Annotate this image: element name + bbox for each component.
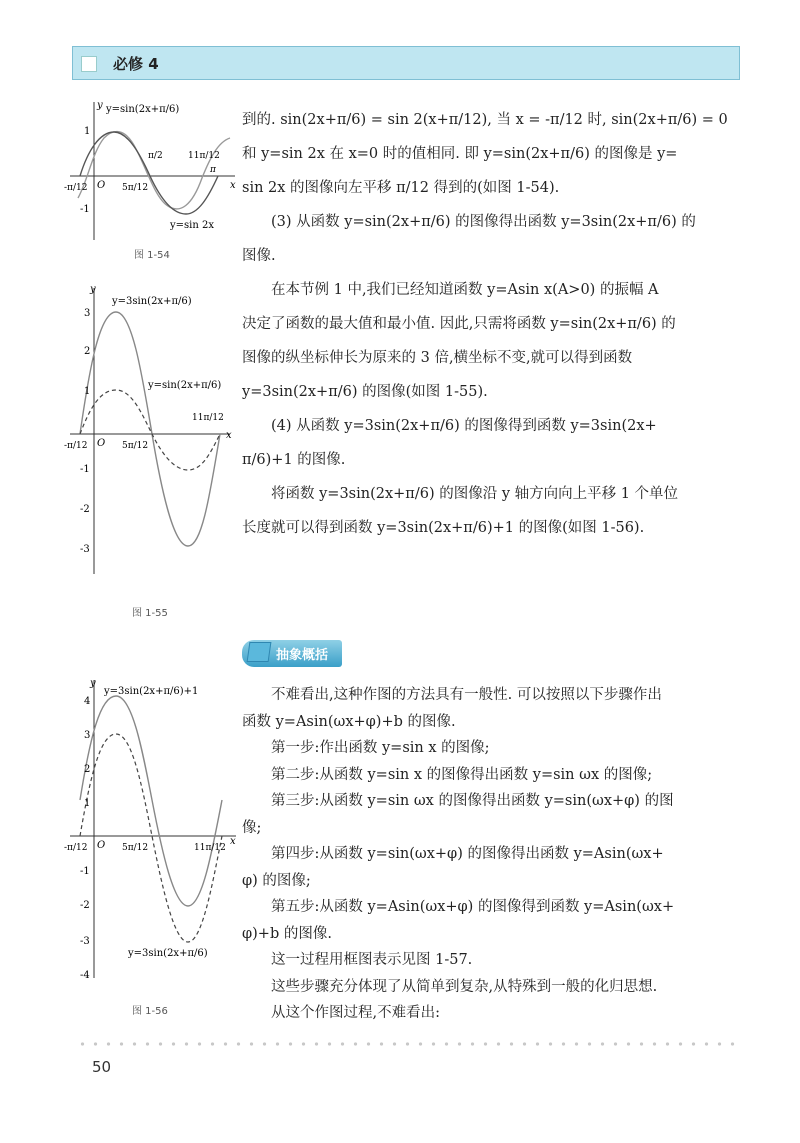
figure-1-56-caption: 图 1-56 xyxy=(132,1006,168,1017)
figure-1-54-caption: 图 1-54 xyxy=(134,250,170,261)
summary-badge-label: 抽象概括 xyxy=(276,648,329,663)
tick-11pi-12: 11π/12 xyxy=(192,413,224,423)
header-square-icon xyxy=(81,56,97,72)
tick-x: x xyxy=(230,836,236,847)
paragraph-line: (3) 从函数 y=sin(2x+π/6) 的图像得出函数 y=3sin(2x+π/6) 的 xyxy=(271,214,696,230)
tick-neg-pi-12: -π/12 xyxy=(64,441,88,451)
label-base: y=sin 2x xyxy=(170,220,214,231)
label-shifted: y=sin(2x+π/6) xyxy=(106,104,180,115)
curve-dashed xyxy=(80,734,222,942)
tick-1: 1 xyxy=(84,798,91,809)
tick-1: 1 xyxy=(84,386,91,397)
summary-line: 第四步:从函数 y=sin(ωx+φ) 的图像得出函数 y=Asin(ωx+ xyxy=(271,846,664,862)
figure-1-55-graph xyxy=(64,284,240,584)
label-up: y=3sin(2x+π/6)+1 xyxy=(104,686,199,697)
figure-1-56 xyxy=(64,678,240,1017)
tick-11pi-12: 11π/12 xyxy=(194,843,226,853)
tick-x: x xyxy=(226,430,232,441)
tick-origin: O xyxy=(97,180,106,191)
tick-11pi-12: 11π/12 xyxy=(188,151,220,161)
tick-pi: π xyxy=(210,165,216,175)
tick-origin: O xyxy=(97,438,106,449)
cube-icon xyxy=(247,642,272,662)
tick-origin: O xyxy=(97,840,106,851)
tick-neg4: -4 xyxy=(80,970,90,981)
summary-line: 第一步:作出函数 y=sin x 的图像; xyxy=(271,740,490,756)
summary-line: 从这个作图过程,不难看出: xyxy=(271,1005,440,1021)
summary-line: 不难看出,这种作图的方法具有一般性. 可以按照以下步骤作出 xyxy=(271,687,662,703)
paragraph-line: 到的. sin(2x+π/6) = sin 2(x+π/12), 当 x = -π/12 时, sin(2x+π/6) = 0 xyxy=(242,112,728,128)
figure-1-55 xyxy=(64,284,240,619)
tick-5pi-12: 5π/12 xyxy=(122,843,149,853)
tick-3: 3 xyxy=(84,730,91,741)
summary-line: 函数 y=Asin(ωx+φ)+b 的图像. xyxy=(242,713,456,730)
paragraph-line: y=3sin(2x+π/6) 的图像(如图 1-55). xyxy=(242,384,488,400)
body-text xyxy=(242,103,742,545)
summary-line: 像; xyxy=(242,819,262,836)
summary-line: 第二步:从函数 y=sin x 的图像得出函数 y=sin ωx 的图像; xyxy=(271,766,653,783)
tick-neg-pi-12: -π/12 xyxy=(64,183,88,193)
summary-line: 第三步:从函数 y=sin ωx 的图像得出函数 y=sin(ωx+φ) 的图 xyxy=(271,793,674,809)
label-dash: y=3sin(2x+π/6) xyxy=(128,948,208,959)
summary-line: φ) 的图像; xyxy=(242,872,311,889)
tick-1: 1 xyxy=(84,126,91,137)
tick-neg2: -2 xyxy=(80,900,90,911)
label-big: y=3sin(2x+π/6) xyxy=(112,296,192,307)
summary-line: 这一过程用框图表示见图 1-57. xyxy=(271,952,473,968)
paragraph-line: 图像的纵坐标伸长为原来的 3 倍,横坐标不变,就可以得到函数 xyxy=(242,350,633,366)
tick-pi-2: π/2 xyxy=(148,151,163,161)
tick-y: y xyxy=(97,100,103,111)
tick-neg-pi-12: -π/12 xyxy=(64,843,88,853)
summary-badge xyxy=(242,640,342,667)
tick-5pi-12: 5π/12 xyxy=(122,441,149,451)
summary-line: 这些步骤充分体现了从简单到复杂,从特殊到一般的化归思想. xyxy=(271,978,658,995)
chapter-header xyxy=(72,46,740,80)
figure-1-54 xyxy=(64,98,240,261)
summary-heading xyxy=(242,640,342,667)
figure-1-55-caption: 图 1-55 xyxy=(132,608,168,619)
paragraph-line: 决定了函数的最大值和最小值. 因此,只需将函数 y=sin(2x+π/6) 的 xyxy=(242,316,676,332)
tick-neg3: -3 xyxy=(80,936,90,947)
figure-1-56-graph xyxy=(64,678,240,988)
tick-y: y xyxy=(90,678,96,689)
tick-neg3: -3 xyxy=(80,544,90,555)
tick-neg2: -2 xyxy=(80,504,90,515)
tick-y: y xyxy=(90,284,96,295)
chapter-title: 必修 4 xyxy=(113,55,159,73)
paragraph-line: (4) 从函数 y=3sin(2x+π/6) 的图像得到函数 y=3sin(2x+ xyxy=(271,418,657,434)
paragraph-line: π/6)+1 的图像. xyxy=(242,452,346,468)
figure-1-54-graph xyxy=(64,98,240,248)
paragraph-line: 图像. xyxy=(242,248,276,264)
tick-4: 4 xyxy=(84,696,91,707)
curve-shifted-up xyxy=(80,696,222,906)
curve-amplitude-1 xyxy=(80,390,220,470)
tick-3: 3 xyxy=(84,308,91,319)
tick-x: x xyxy=(230,180,236,191)
footer-divider xyxy=(76,1042,740,1046)
tick-2: 2 xyxy=(84,764,91,775)
tick-5pi-12: 5π/12 xyxy=(122,183,149,193)
paragraph-line: 长度就可以得到函数 y=3sin(2x+π/6)+1 的图像(如图 1-56). xyxy=(242,520,645,536)
paragraph-line: sin 2x 的图像向左平移 π/12 得到的(如图 1-54). xyxy=(242,180,560,196)
tick-neg1: -1 xyxy=(80,866,90,877)
tick-2: 2 xyxy=(84,346,91,357)
paragraph-line: 在本节例 1 中,我们已经知道函数 y=Asin x(A>0) 的振幅 A xyxy=(271,282,659,298)
tick-neg1: -1 xyxy=(80,464,90,475)
label-small: y=sin(2x+π/6) xyxy=(148,380,222,391)
summary-steps xyxy=(242,682,742,1027)
summary-line: φ)+b 的图像. xyxy=(242,925,332,942)
paragraph-line: 将函数 y=3sin(2x+π/6) 的图像沿 y 轴方向向上平移 1 个单位 xyxy=(271,486,679,502)
tick-neg1: -1 xyxy=(80,204,90,215)
page-number: 50 xyxy=(92,1058,112,1076)
paragraph-line: 和 y=sin 2x 在 x=0 时的值相同. 即 y=sin(2x+π/6) 的图像是 y= xyxy=(242,146,678,162)
summary-line: 第五步:从函数 y=Asin(ωx+φ) 的图像得到函数 y=Asin(ωx+ xyxy=(271,899,675,915)
